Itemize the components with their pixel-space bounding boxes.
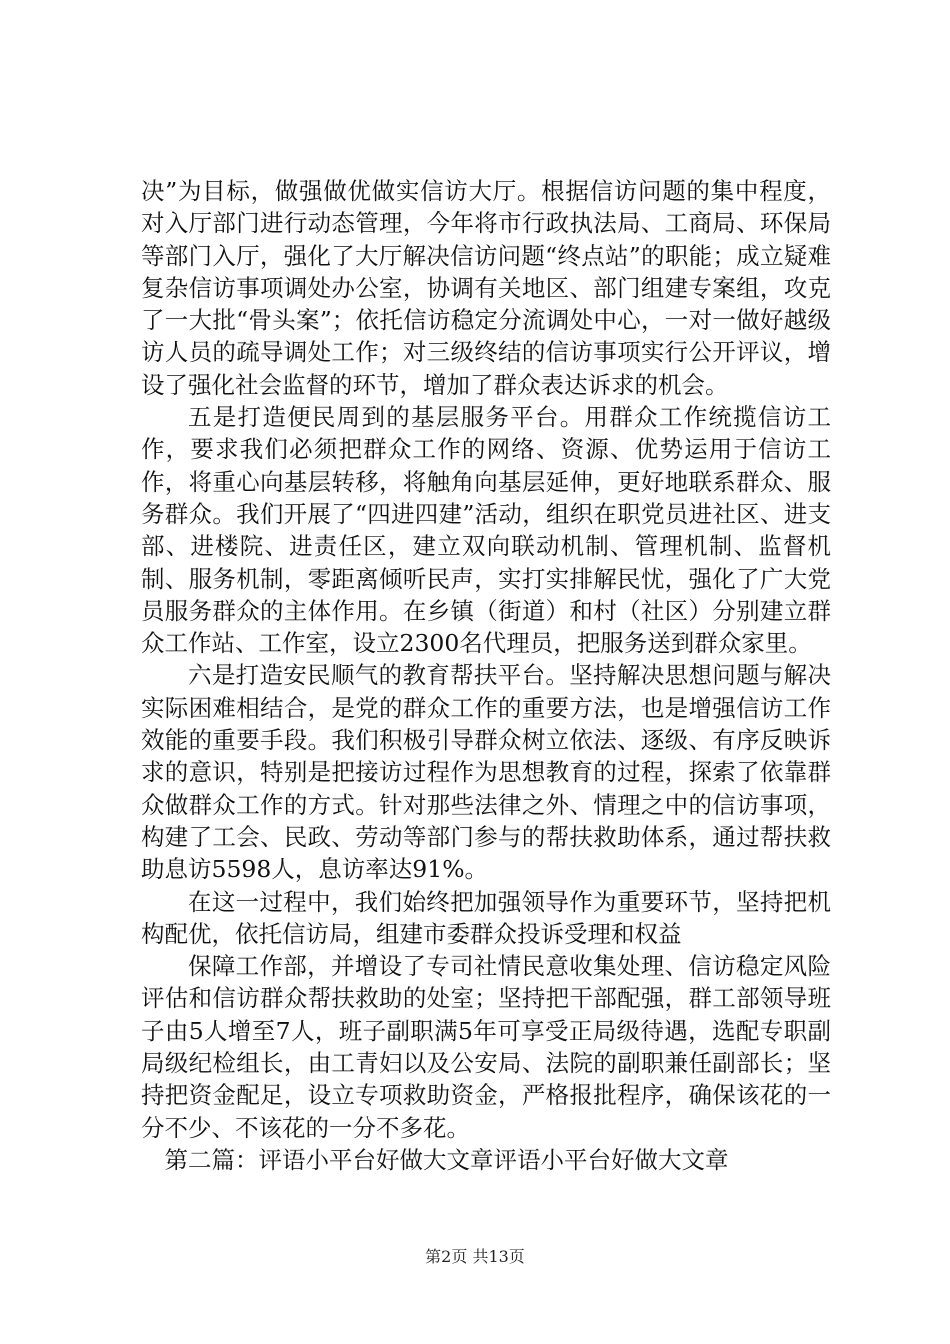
section-heading: 第二篇：评语小平台好做大文章评语小平台好做大文章 xyxy=(164,1145,729,1174)
page-number-footer: 第2页 共13页 xyxy=(425,1247,525,1266)
document-body xyxy=(141,175,831,1176)
paragraph-guarantee: 保障工作部，并增设了专司社情民意收集处理、信访稳定风险评估和信访群众帮扶救助的处室；坚持把干部配强，群工部领导班子由5人增至7人，班子副职满5年可享受正局级待遇，选配专职副局级纪检组长，由工青妇以及公安局、法院的副职兼任副部长；坚持把资金配足，设立专项救助资金，严格报批程序，确保该花的一分不少、不该花的一分不多花。 xyxy=(141,952,831,1142)
paragraph-point-five: 五是打造便民周到的基层服务平台。用群众工作统揽信访工作，要求我们必须把群众工作的网络、资源、优势运用于信访工作，将重心向基层转移，将触角向基层延伸，更好地联系群众、服务群众。我们开展了“四进四建”活动，组织在职党员进社区、进支部、进楼院、进责任区，建立双向联动机制、管理机制、监督机制、服务机制，零距离倾听民声，实打实排解民忧，强化了广大党员服务群众的主体作用。在乡镇（街道）和村（社区）分别建立群众工作站、工作室，设立2300名代理员，把服务送到群众家里。 xyxy=(141,403,831,658)
paragraph-continuation: 决”为目标，做强做优做实信访大厅。根据信访问题的集中程度，对入厅部门进行动态管理，今年将市行政执法局、工商局、环保局等部门入厅，强化了大厅解决信访问题“终点站”的职能；成立疑难复杂信访事项调处办公室，协调有关地区、部门组建专案组，攻克了一大批“骨头案”；依托信访稳定分流调处中心，一对一做好越级访人员的疏导调处工作；对三级终结的信访事项实行公开评议，增设了强化社会监督的环节，增加了群众表达诉求的机会。 xyxy=(141,177,831,399)
paragraph-point-six: 六是打造安民顺气的教育帮扶平台。坚持解决思想问题与解决实际困难相结合，是党的群众工作的重要方法，也是增强信访工作效能的重要手段。我们积极引导群众树立依法、逐级、有序反映诉求的意识，特别是把接访过程作为思想教育的过程，探索了依靠群众做群众工作的方式。针对那些法律之外、情理之中的信访事项，构建了工会、民政、劳动等部门参与的帮扶救助体系，通过帮扶救助息访5598人，息访率达91%。 xyxy=(141,661,831,884)
paragraph-process: 在这一过程中，我们始终把加强领导作为重要环节，坚持把机构配优，依托信访局，组建市委群众投诉受理和权益 xyxy=(141,887,831,948)
